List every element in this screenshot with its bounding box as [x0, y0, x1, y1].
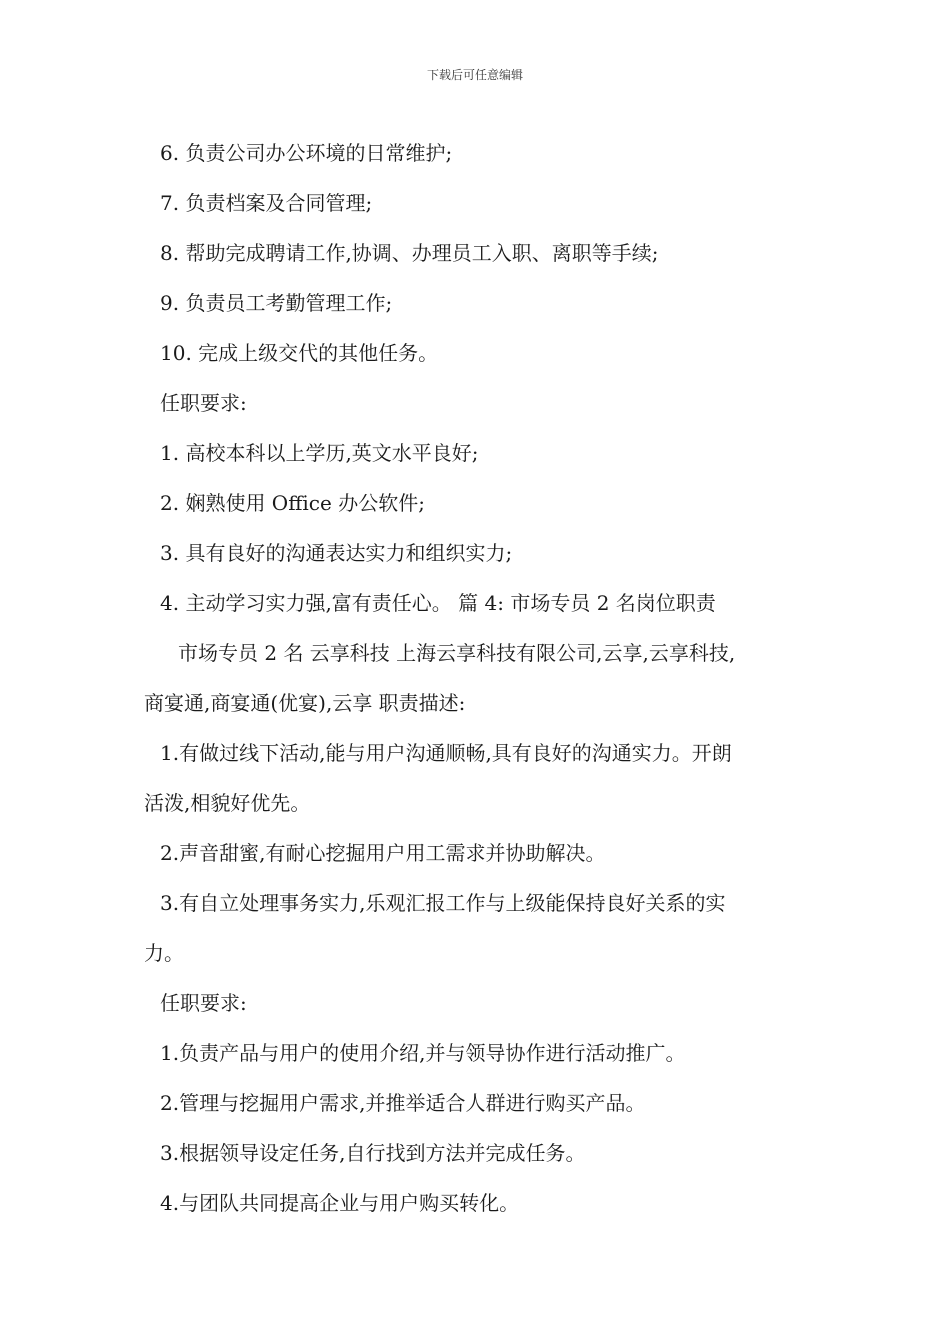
- duty-item-6: 6. 负责公司办公环境的日常维护;: [160, 141, 453, 165]
- responsibility-item-3-line-2: 力。: [144, 941, 184, 965]
- duty-item-10: 10. 完成上级交代的其他任务。: [160, 341, 439, 365]
- page-header: 下载后可任意编辑: [426, 68, 523, 82]
- duty-item-8: 8. 帮助完成聘请工作,协调、办理员工入职、离职等手续;: [160, 241, 659, 265]
- responsibility-item-1-line-2: 活泼,相貌好优先。: [144, 791, 311, 815]
- requirements-heading-2: 任职要求:: [160, 991, 247, 1015]
- section-intro-line-2: 商宴通,商宴通(优宴),云享 职责描述:: [144, 691, 466, 715]
- requirement-item-4-and-section-title: 4. 主动学习实力强,富有责任心。 篇 4: 市场专员 2 名岗位职责: [160, 591, 716, 615]
- responsibility-item-1-line-1: 1.有做过线下活动,能与用户沟通顺畅,具有良好的沟通实力。开朗: [160, 741, 732, 765]
- duty-item-9: 9. 负责员工考勤管理工作;: [160, 291, 393, 315]
- job-requirement-item-2: 2.管理与挖掘用户需求,并推举适合人群进行购买产品。: [160, 1091, 646, 1115]
- requirement-item-2: 2. 娴熟使用 Office 办公软件;: [160, 491, 425, 515]
- requirement-item-1: 1. 高校本科以上学历,英文水平良好;: [160, 441, 479, 465]
- job-requirement-item-3: 3.根据领导设定任务,自行找到方法并完成任务。: [160, 1141, 586, 1165]
- duty-item-7: 7. 负责档案及合同管理;: [160, 191, 373, 215]
- requirements-heading-1: 任职要求:: [160, 391, 247, 415]
- responsibility-item-2: 2.声音甜蜜,有耐心挖掘用户用工需求并协助解决。: [160, 841, 606, 865]
- responsibility-item-3-line-1: 3.有自立处理事务实力,乐观汇报工作与上级能保持良好关系的实: [160, 891, 726, 915]
- document-body: [144, 128, 809, 1228]
- job-requirement-item-1: 1.负责产品与用户的使用介绍,并与领导协作进行活动推广。: [160, 1041, 686, 1065]
- job-requirement-item-4: 4.与团队共同提高企业与用户购买转化。: [160, 1191, 520, 1215]
- requirement-item-3: 3. 具有良好的沟通表达实力和组织实力;: [160, 541, 513, 565]
- section-intro-line-1: 市场专员 2 名 云享科技 上海云享科技有限公司,云享,云享科技,: [178, 641, 736, 665]
